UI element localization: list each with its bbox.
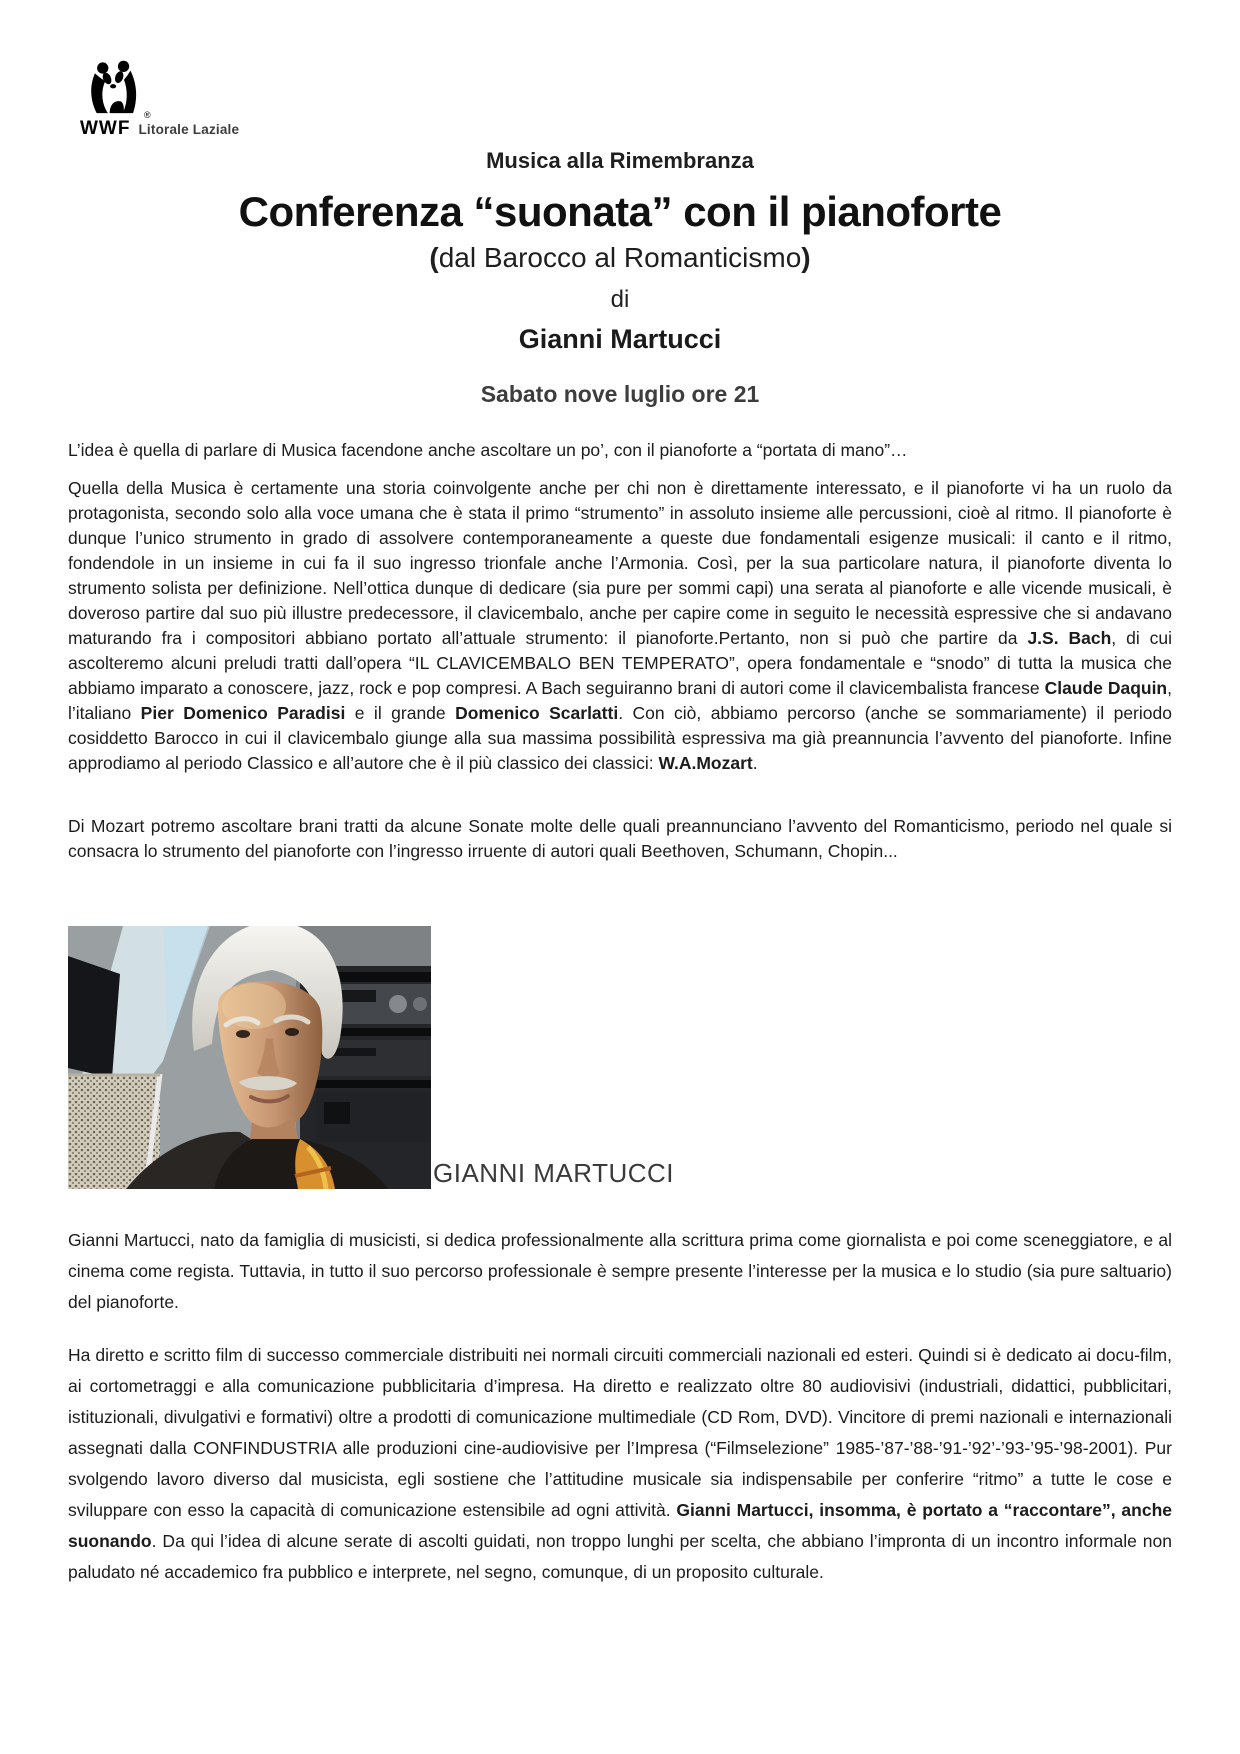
page-title: Conferenza “suonata” con il pianoforte <box>238 188 1002 235</box>
paragraph-bio <box>68 1225 1172 1318</box>
wwf-chapter-label: Litorale Laziale <box>138 122 240 137</box>
paragraph-career <box>68 1340 1172 1588</box>
event-date: Sabato nove luglio ore 21 <box>480 381 760 407</box>
bold-text-run: Gianni Martucci, insomma, è portato a “raccontare”, anche suonando <box>68 1500 1172 1551</box>
portrait-photo <box>68 926 431 1189</box>
byline-di: di <box>610 286 630 313</box>
wwf-panda-icon <box>88 60 140 116</box>
text-run: , l’italiano <box>68 678 1172 723</box>
text-run: Gianni Martucci, nato da famiglia di musicisti, si dedica professionalmente alla scrittura prima come giornalista e poi come sceneggiatore, e al cinema come regista. Tuttavia, in tutto il suo percorso professionale è sempre presente l’interesse per la musica e lo studio (sia pure saltuario) del pianoforte. <box>68 1230 1172 1312</box>
wwf-logo <box>80 60 300 140</box>
text-run: , di cui ascolteremo alcuni preludi tratti dall’opera “IL CLAVICEMBALO BEN TEMPERATO”, opera fondamentale e “snodo” di tutta la musica che abbiamo imparato a conoscere, jazz, rock e pop compresi. A Bach seguiranno brani di autori come il clavicembalista francese <box>68 628 1172 698</box>
photo-block <box>68 926 1172 1189</box>
registered-mark: ® <box>144 110 151 120</box>
wwf-wordmark: WWF <box>80 118 131 139</box>
paragraph-intro <box>68 438 1172 463</box>
author-name: Gianni Martucci <box>518 324 722 354</box>
text-run: Quella della Musica è certamente una storia coinvolgente anche per chi non è direttamente interessato, e il pianoforte vi ha un ruolo da protagonista, secondo solo alla voce umana che è stata il primo “strumento” in assoluto insieme alle percussioni, cioè al ritmo. Il pianoforte è dunque l’unico strumento in grado di assolvere contemporaneamente a queste due fondamentali esigenze musicali: il canto e il ritmo, fondendole in un insieme in cui fa il suo ingresso trionfale anche l’Armonia. Così, per la sua particolare natura, il pianoforte diventa lo strumento solista per definizione. Nell’ottica dunque di dedicare (sia pure per sommi capi) una serata al pianoforte e alle vicende musicali, è doveroso partire dal suo più illustre predecessore, il clavicembalo, anche per capire come in seguito le necessità espressive che si andavano maturando fra i compositori abbiano portato all’attuale strumento: il pianoforte.Pertanto, non si può che partire da <box>68 478 1172 648</box>
series-kicker: Musica alla Rimembranza <box>486 148 754 173</box>
wwf-logo-text <box>80 118 300 140</box>
body-text <box>0 438 1240 1588</box>
text-run: . Da qui l’idea di alcune serate di ascolti guidati, non troppo lunghi per scelta, che abbiano l’impronta di un incontro informale non paludato né accademico fra pubblico e interprete, nel segno, comunque, di un proposito culturale. <box>68 1531 1172 1582</box>
text-run: Ha diretto e scritto film di successo commerciale distribuiti nei normali circuiti commerciali nazionali ed esteri. Quindi si è dedicato ai docu-film, ai cortometraggi e alla comunicazione pubblicitaria d’impresa. Ha diretto e realizzato oltre 80 audiovisivi (industriali, didattici, pubblicitari, istituzionali, divulgativi e formativi) oltre a prodotti di comunicazione multimediale (CD Rom, DVD). Vincitore di premi nazionali e internazionali assegnati dalla CONFINDUSTRIA alle produzioni cine-audiovisive per l’Impresa (“Filmselezione” 1985-’87-’88-’91-’92’-’93-’95-’98-2001). Pur svolgendo lavoro diverso dal musicista, egli sostiene che l’attitudine musicale sia indispensabile per conferire “ritmo” a tutte le cose e sviluppare con esso la capacità di comunicazione estensibile ad ogni attività. <box>68 1345 1172 1520</box>
bold-text-run: W.A.Mozart <box>658 753 753 773</box>
text-run: Di Mozart potremo ascoltare brani tratti da alcune Sonate molte delle quali preannunciano l’avvento del Romanticismo, periodo nel quale si consacra lo strumento del pianoforte con l’ingresso irruente di autori quali Beethoven, Schumann, Chopin... <box>68 816 1172 861</box>
text-run: . Con ciò, abbiamo percorso (anche se sommariamente) il periodo cosiddetto Barocco in cui il clavicembalo giunge alla sua massima possibilità espressiva ma già preannuncia l’avvento del pianoforte. Infine approdiamo al periodo Classico e all’autore che è il più classico dei classici: <box>68 703 1172 773</box>
text-run: e il grande <box>345 703 456 723</box>
bold-text-run: J.S. Bach <box>1027 628 1112 648</box>
photo-caption: GIANNI MARTUCCI <box>433 1158 675 1188</box>
subtitle <box>0 242 1240 274</box>
text-run: . <box>752 753 758 773</box>
bold-text-run: Pier Domenico Paradisi <box>140 703 346 723</box>
paragraph-mozart <box>68 814 1172 864</box>
bold-text-run: ) <box>801 242 811 273</box>
text-run: dal Barocco al Romanticismo <box>438 242 802 273</box>
bold-text-run: Claude Daquin <box>1044 678 1168 698</box>
bold-text-run: Domenico Scarlatti <box>455 703 619 723</box>
text-run: L’idea è quella di parlare di Musica facendone anche ascoltare un po’, con il pianoforte a “portata di mano”… <box>68 440 908 460</box>
bold-text-run: ( <box>429 242 439 273</box>
paragraph-program <box>68 476 1172 776</box>
